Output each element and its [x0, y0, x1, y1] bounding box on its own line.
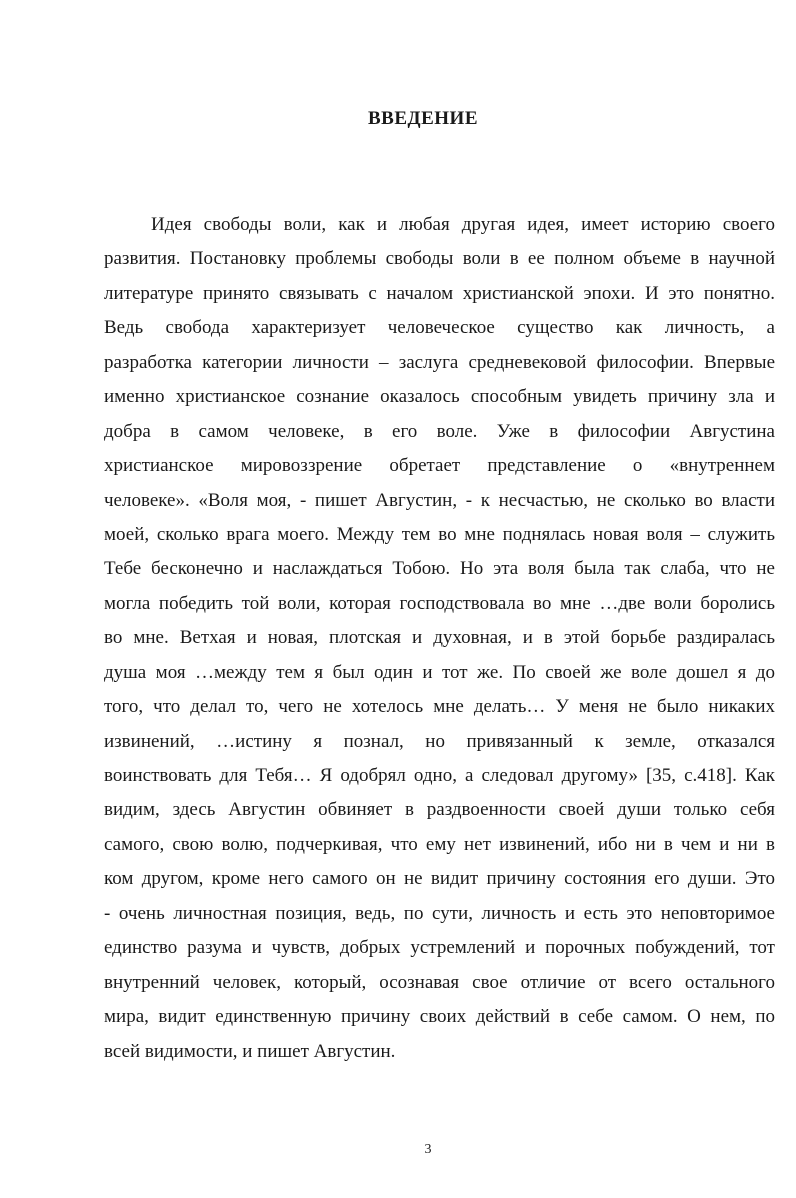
paragraph-line: воинствовать для Тебя… Я одобрял одно, а следовал другому» [35, с.418]. Как: [104, 765, 775, 786]
paragraph-line: добра в самом человеке, в его воле. Уже в философии Августина: [104, 420, 775, 442]
paragraph-line: во мне. Ветхая и новая, плотская и духовная, и в этой борьбе раздиралась: [104, 627, 775, 649]
paragraph-line: могла победить той воли, которая господствовала во мне …две воли боролись: [104, 592, 775, 614]
paragraph-line: мира, видит единственную причину своих действий в себе самом. О нем, по: [104, 1006, 775, 1028]
paragraph: [104, 208, 775, 1069]
page-number: 3: [424, 1142, 432, 1157]
paragraph-line: внутренний человек, который, осознавая свое отличие от всего остального: [104, 971, 775, 993]
paragraph-line: моей, сколько врага моего. Между тем во мне поднялась новая воля – служить: [104, 523, 775, 545]
paragraph-line: именно христианское сознание оказалось способным увидеть причину зла и: [104, 386, 775, 408]
page-title: ВВЕДЕНИЕ: [368, 108, 478, 129]
paragraph-line: всей видимости, и пишет Августин.: [104, 1040, 396, 1062]
paragraph-line: человеке». «Воля моя, - пишет Августин, - к несчастью, не сколько во власти: [104, 489, 775, 511]
paragraph-line: разработка категории личности – заслуга средневековой философии. Впервые: [104, 351, 775, 373]
paragraph-line: того, что делал то, чего не хотелось мне делать… У меня не было никаких: [104, 696, 775, 718]
paragraph-line: христианское мировоззрение обретает представление о «внутреннем: [104, 455, 775, 477]
paragraph-line: литературе принято связывать с началом христианской эпохи. И это понятно.: [104, 282, 775, 304]
paragraph-line: извинений, …истину я познал, но привязанный к земле, отказался: [104, 730, 775, 752]
paragraph-line: единство разума и чувств, добрых устремлений и порочных побуждений, тот: [104, 937, 775, 959]
paragraph-line: самого, свою волю, подчеркивая, что ему нет извинений, ибо ни в чем и ни в: [104, 833, 775, 855]
paragraph-line: Ведь свобода характеризует человеческое существо как личность, а: [104, 317, 775, 339]
paragraph-line: ком другом, кроме него самого он не видит причину состояния его души. Это: [104, 868, 775, 890]
paragraph-line: видим, здесь Августин обвиняет в раздвоенности своей души только себя: [104, 799, 775, 821]
paragraph-line: душа моя …между тем я был один и тот же. По своей же воле дошел я до: [104, 661, 775, 683]
paragraph-line: развития. Постановку проблемы свободы воли в ее полном объеме в научной: [104, 248, 775, 270]
paragraph-line: Идея свободы воли, как и любая другая идея, имеет историю своего: [151, 214, 775, 235]
paragraph-line: - очень личностная позиция, ведь, по сути, личность и есть это неповторимое: [104, 902, 775, 924]
paragraph-line: Тебе бесконечно и наслаждаться Тобою. Но эта воля была так слаба, что не: [104, 558, 775, 580]
